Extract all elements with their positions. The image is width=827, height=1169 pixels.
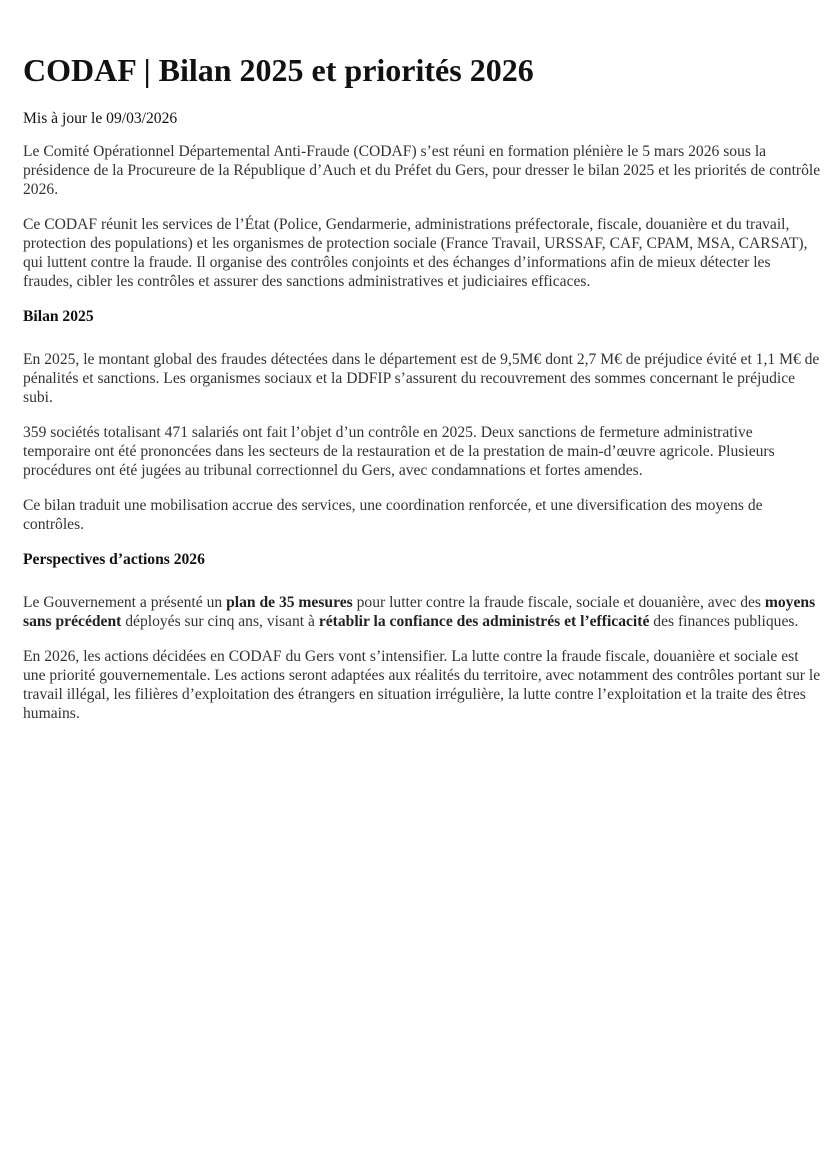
bilan-paragraph-3: Ce bilan traduit une mobilisation accrue des services, une coordination renforcée, et une diversification des moyens de contrôles.	[23, 496, 763, 533]
perspectives-bold-2: moyens sans précédent	[23, 593, 816, 630]
perspectives-paragraph-1	[23, 593, 823, 631]
update-date: Mis à jour le 09/03/2026	[23, 109, 178, 127]
perspectives-heading: Perspectives d’actions 2026	[23, 550, 205, 568]
perspectives-bold-1: plan de 35 mesures	[226, 593, 353, 611]
intro-paragraph-2: Ce CODAF réunit les services de l’État (Police, Gendarmerie, administrations préfectorale, fiscale, douanière et du travail, protection des populations) et les organismes de protection sociale (France Travail, URSSAF, CAF, CPAM, MSA, CARSAT), qui luttent contre la fraude. Il organise des contrôles conjoints et des échanges d’informations afin de mieux détecter les fraudes, cibler les contrôles et assurer des sanctions administratives et judiciaires efficaces.	[23, 215, 808, 290]
perspectives-text-4: des finances publiques.	[649, 612, 799, 630]
page-title: CODAF | Bilan 2025 et priorités 2026	[23, 52, 534, 88]
bilan-paragraph-2: 359 sociétés totalisant 471 salariés ont fait l’objet d’un contrôle en 2025. Deux sanctions de fermeture administrative temporaire ont été prononcées dans les secteurs de la restauration et de la prestation de main-d’œuvre agricole. Plusieurs procédures ont été jugées au tribunal correctionnel du Gers, avec condamnations et fortes amendes.	[23, 423, 775, 479]
bilan-paragraph-1: En 2025, le montant global des fraudes détectées dans le département est de 9,5M€ dont 2,7 M€ de préjudice évité et 1,1 M€ de pénalités et sanctions. Les organismes sociaux et la DDFIP s’assurent du recouvrement des sommes concernant le préjudice subi.	[23, 350, 820, 406]
perspectives-text-1: Le Gouvernement a présenté un	[23, 593, 227, 611]
perspectives-paragraph-2: En 2026, les actions décidées en CODAF du Gers vont s’intensifier. La lutte contre la fraude fiscale, douanière et sociale est une priorité gouvernementale. Les actions seront adaptées aux réalités du territoire, avec notamment des contrôles portant sur le travail illégal, les filières d’exploitation des étrangers en situation irrégulière, la lutte contre l’exploitation et la traite des êtres humains.	[23, 647, 821, 722]
intro-paragraph-1: Le Comité Opérationnel Départemental Anti-Fraude (CODAF) s’est réuni en formation plénière le 5 mars 2026 sous la présidence de la Procureure de la République d’Auch et du Préfet du Gers, pour dresser le bilan 2025 et les priorités de contrôle 2026.	[23, 142, 821, 198]
perspectives-bold-3: rétablir la confiance des administrés et l’efficacité	[318, 612, 650, 630]
bilan-heading: Bilan 2025	[23, 307, 94, 325]
perspectives-text-3: déployés sur cinq ans, visant à	[121, 612, 319, 630]
perspectives-text-2: pour lutter contre la fraude fiscale, sociale et douanière, avec des	[352, 593, 765, 611]
